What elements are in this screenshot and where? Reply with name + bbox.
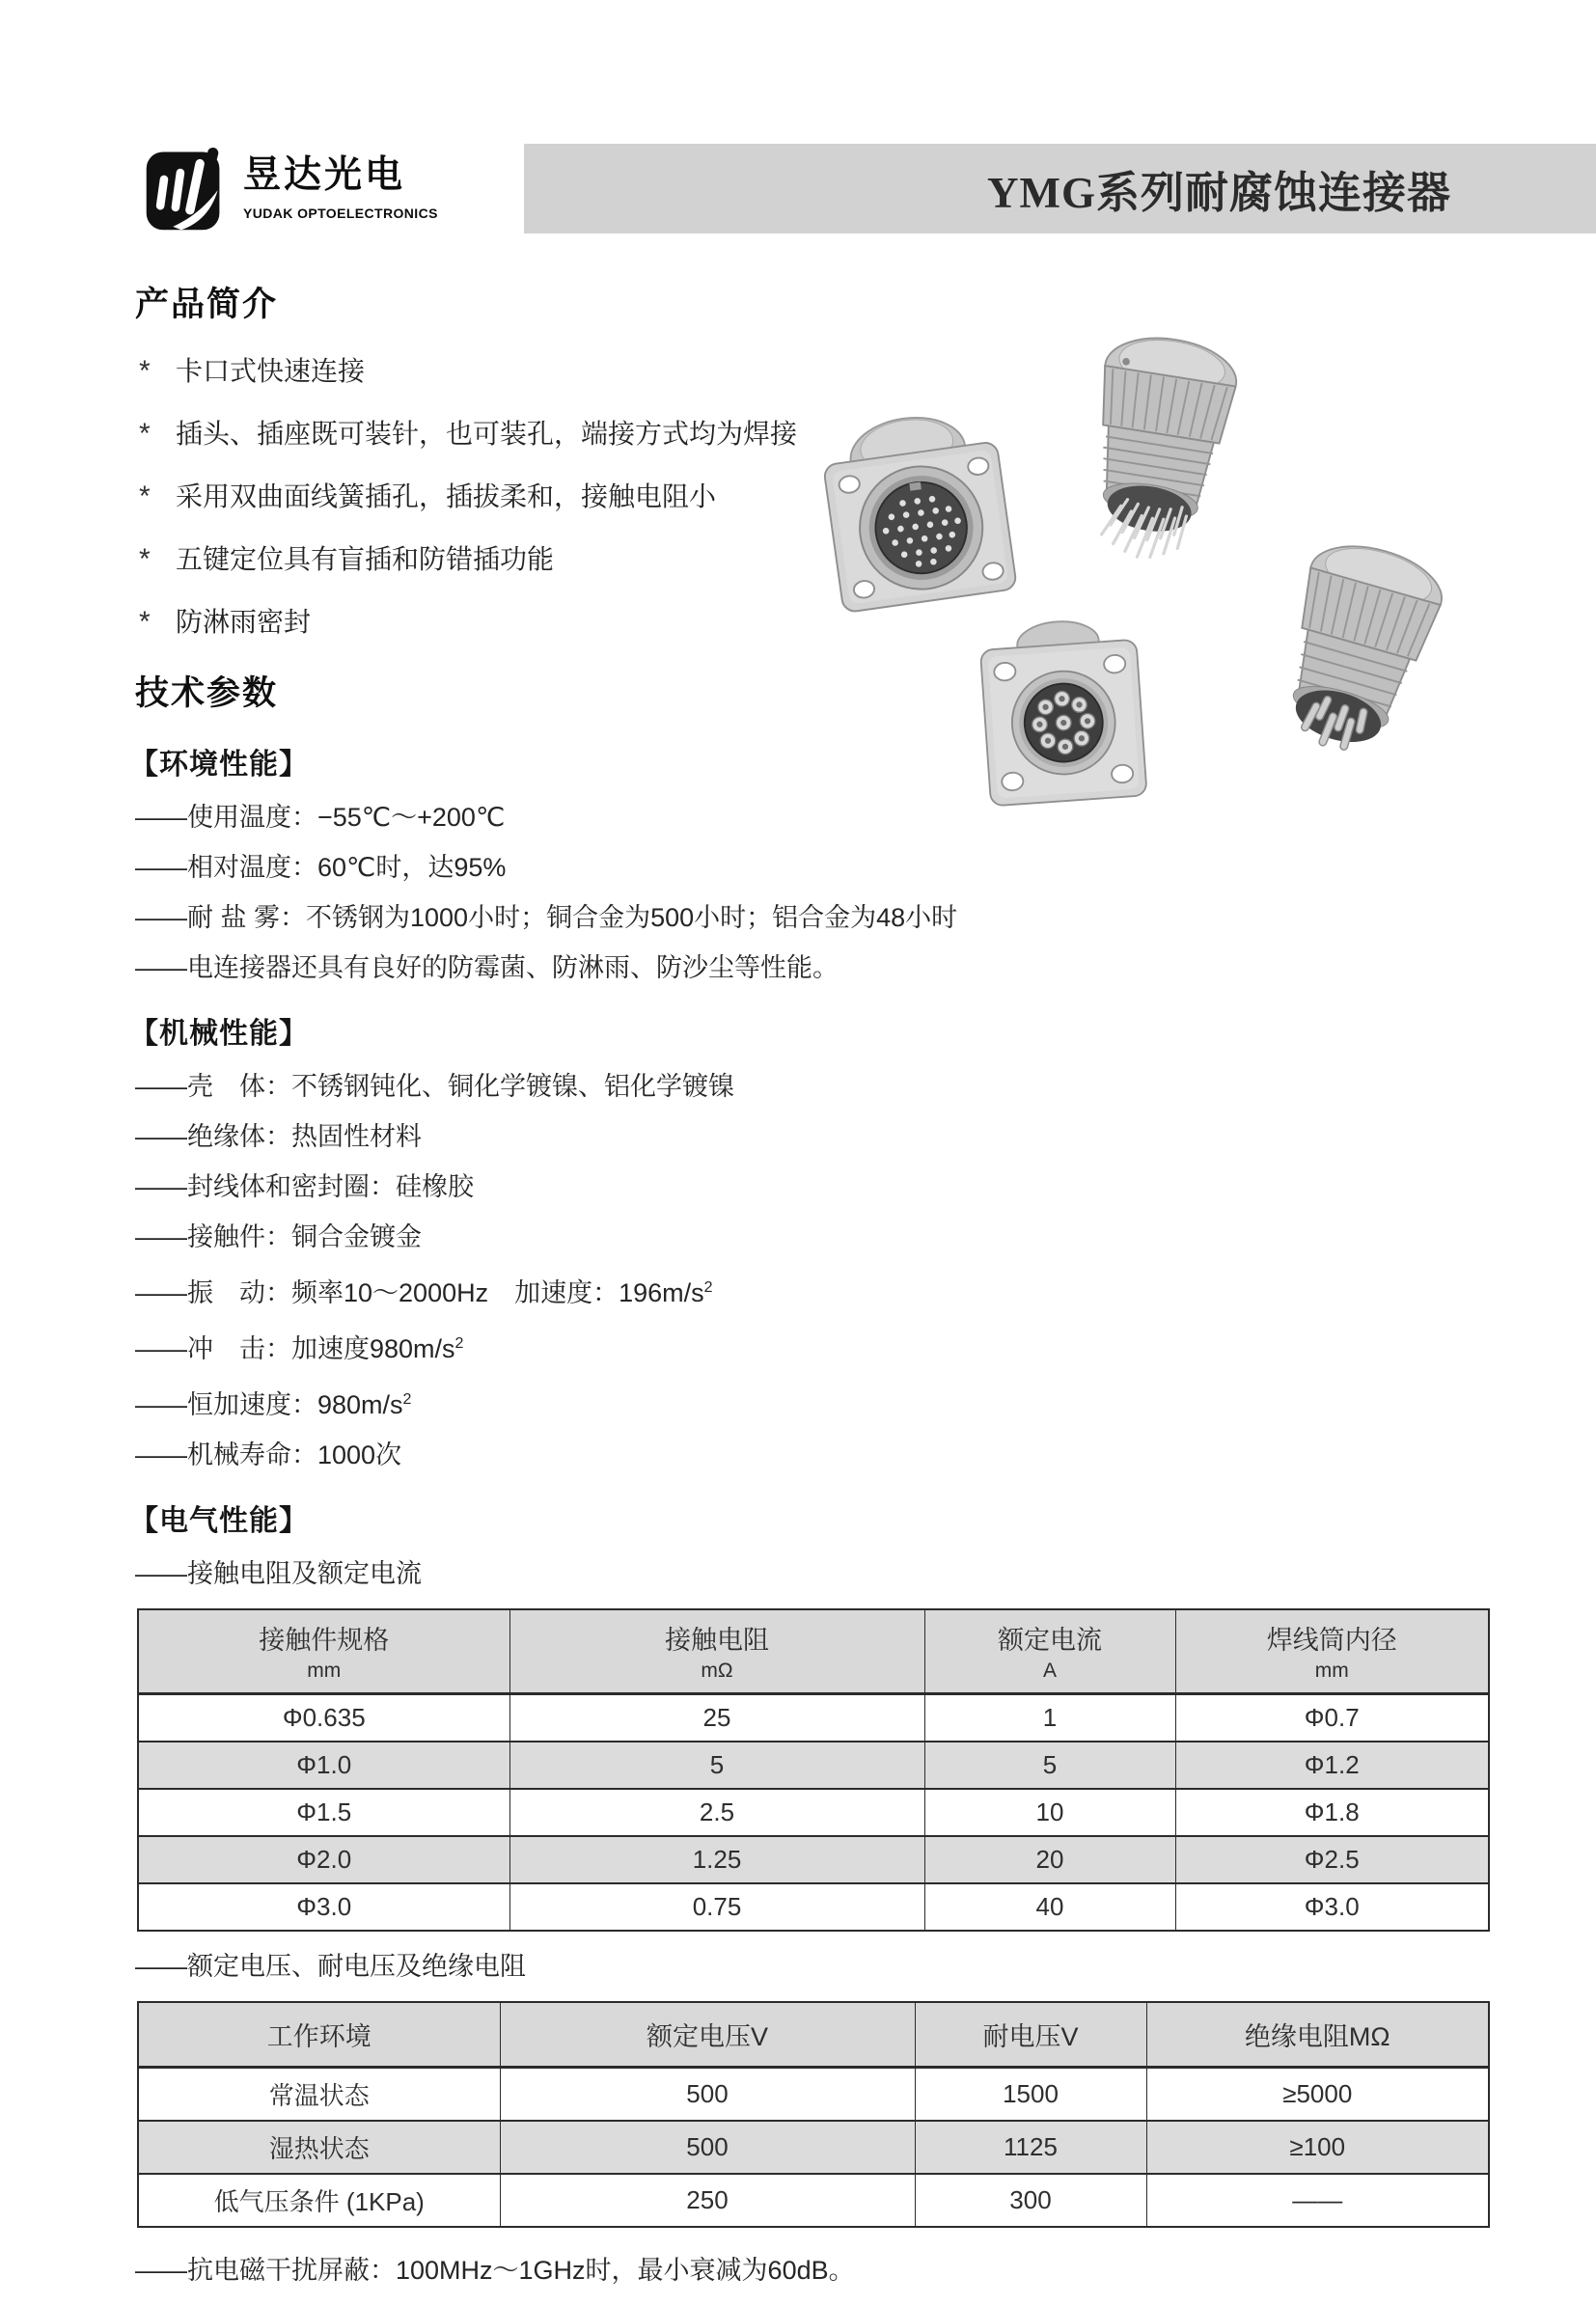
env-performance-title: 【环境性能】 — [129, 749, 309, 781]
document-title: YMG系列耐腐蚀连接器 — [987, 169, 1451, 217]
table-cell: 0.75 — [509, 1883, 924, 1931]
table-cell: 湿热状态 — [138, 2121, 500, 2174]
column-header: 耐电压V — [915, 2002, 1146, 2068]
spec-line — [135, 952, 1498, 984]
title-banner — [524, 144, 1596, 233]
tech-section-title: 技术参数 — [135, 674, 279, 712]
document-body — [129, 278, 1498, 2305]
spec-line — [135, 1272, 1498, 1309]
spec-text: ——封线体和密封圈：硅橡胶 — [135, 1172, 474, 1201]
table-cell: Φ1.8 — [1175, 1789, 1489, 1836]
spec-line — [135, 1328, 1498, 1365]
spec-line — [135, 802, 1498, 834]
intro-section-title: 产品简介 — [135, 286, 279, 323]
list-item — [139, 541, 1498, 577]
spec-line — [135, 852, 1498, 884]
spec-text: ——接触电阻及额定电流 — [135, 1559, 422, 1588]
table-cell: 1 — [924, 1694, 1175, 1742]
table-header-row — [138, 2002, 1489, 2068]
intro-bullet-list — [139, 353, 1498, 640]
table-cell: 500 — [500, 2068, 915, 2122]
table-cell: 40 — [924, 1883, 1175, 1931]
spec-text: ——抗电磁干扰屏蔽：100MHz～1GHz时，最小衰减为60dB。 — [135, 2256, 855, 2285]
bullet-marker: * — [139, 355, 151, 387]
logo-company-name: 昱达光电 — [243, 154, 406, 196]
spec-line — [135, 1951, 1498, 1983]
bullet-text: 卡口式快速连接 — [176, 356, 366, 386]
spec-line — [135, 1071, 1498, 1103]
table-cell: Φ0.635 — [138, 1694, 509, 1742]
table-row — [138, 1694, 1489, 1742]
spec-text: ——额定电压、耐电压及绝缘电阻 — [135, 1952, 526, 1981]
table-row — [138, 1883, 1489, 1931]
list-item — [139, 604, 1498, 640]
table-cell: 常温状态 — [138, 2068, 500, 2122]
table-cell: 20 — [924, 1836, 1175, 1883]
list-item — [139, 479, 1498, 514]
column-header: 接触电阻 mΩ — [509, 1609, 924, 1694]
table-cell: 5 — [924, 1742, 1175, 1789]
table-cell: 5 — [509, 1742, 924, 1789]
table-row — [138, 2121, 1489, 2174]
column-header: 工作环境 — [138, 2002, 500, 2068]
list-item — [139, 416, 1498, 452]
bullet-text: 插头、插座既可装针，也可装孔，端接方式均为焊接 — [176, 419, 798, 449]
superscript: 2 — [402, 1391, 412, 1408]
list-item — [139, 353, 1498, 389]
spec-line — [135, 1221, 1498, 1253]
table-cell: —— — [1146, 2174, 1489, 2227]
superscript: 2 — [454, 1335, 464, 1352]
table-row — [138, 1836, 1489, 1883]
spec-text: ——恒加速度：980m/s — [135, 1390, 403, 1419]
table-cell: Φ2.0 — [138, 1836, 509, 1883]
table-cell: 1.25 — [509, 1836, 924, 1883]
spec-text: ——接触件：铜合金镀金 — [135, 1222, 422, 1251]
spec-text: ——绝缘体：热固性材料 — [135, 1122, 422, 1151]
table-cell: Φ1.0 — [138, 1742, 509, 1789]
table-cell: Φ1.2 — [1175, 1742, 1489, 1789]
table-header-row — [138, 1609, 1489, 1694]
spec-text: ——电连接器还具有良好的防霉菌、防淋雨、防沙尘等性能。 — [135, 953, 839, 982]
elec-performance-title: 【电气性能】 — [129, 1505, 309, 1537]
column-header: 额定电流 A — [924, 1609, 1175, 1694]
table-cell: 2.5 — [509, 1789, 924, 1836]
table-cell: Φ3.0 — [138, 1883, 509, 1931]
column-header: 接触件规格 mm — [138, 1609, 509, 1694]
table-cell: 1500 — [915, 2068, 1146, 2122]
bullet-marker: * — [139, 606, 151, 638]
superscript: 2 — [703, 1279, 713, 1296]
spec-line — [135, 1558, 1498, 1590]
mech-performance-title: 【机械性能】 — [129, 1018, 309, 1050]
column-header: 绝缘电阻MΩ — [1146, 2002, 1489, 2068]
spec-line — [135, 2255, 1498, 2287]
voltage-insulation-table — [137, 2001, 1490, 2228]
spec-text: ——机械寿命：1000次 — [135, 1441, 402, 1469]
spec-line — [135, 1440, 1498, 1471]
table-row — [138, 2174, 1489, 2227]
logo-company-name-en: YUDAK OPTOELECTRONICS — [243, 206, 438, 221]
spec-line — [135, 1171, 1498, 1203]
contact-resistance-table — [137, 1608, 1490, 1932]
spec-text: ——冲 击：加速度980m/s — [135, 1334, 455, 1363]
yudak-logo-icon — [145, 147, 228, 233]
table-cell: Φ0.7 — [1175, 1694, 1489, 1742]
table-cell: 300 — [915, 2174, 1146, 2227]
table-cell: ≥100 — [1146, 2121, 1489, 2174]
spec-line — [135, 1384, 1498, 1421]
column-header: 焊线筒内径 mm — [1175, 1609, 1489, 1694]
table-cell: 500 — [500, 2121, 915, 2174]
column-header: 额定电压V — [500, 2002, 915, 2068]
spec-text: ——振 动：频率10～2000Hz 加速度：196m/s — [135, 1278, 704, 1307]
spec-text: ——耐 盐 雾：不锈钢为1000小时；铜合金为500小时；铝合金为48小时 — [135, 903, 958, 932]
bullet-text: 采用双曲面线簧插孔，插拔柔和，接触电阻小 — [176, 481, 717, 511]
bullet-marker: * — [139, 418, 151, 450]
bullet-text: 五键定位具有盲插和防错插功能 — [176, 544, 555, 574]
table-cell: 低气压条件 (1KPa) — [138, 2174, 500, 2227]
table-cell: 25 — [509, 1694, 924, 1742]
table-row — [138, 1789, 1489, 1836]
spec-line — [135, 1121, 1498, 1153]
spec-text: ——壳 体：不锈钢钝化、铜化学镀镍、铝化学镀镍 — [135, 1072, 734, 1101]
bullet-marker: * — [139, 480, 151, 512]
table-row — [138, 2068, 1489, 2122]
company-logo — [145, 147, 438, 233]
spec-text: ——使用温度：−55℃～+200℃ — [135, 803, 506, 832]
table-cell: ≥5000 — [1146, 2068, 1489, 2122]
table-cell: 10 — [924, 1789, 1175, 1836]
bullet-text: 防淋雨密封 — [176, 607, 312, 637]
table-row — [138, 1742, 1489, 1789]
spec-line — [135, 902, 1498, 934]
spec-text: ——相对温度：60℃时，达95% — [135, 853, 507, 882]
table-cell: 250 — [500, 2174, 915, 2227]
table-cell: Φ1.5 — [138, 1789, 509, 1836]
table-cell: Φ3.0 — [1175, 1883, 1489, 1931]
bullet-marker: * — [139, 543, 151, 575]
table-cell: 1125 — [915, 2121, 1146, 2174]
table-cell: Φ2.5 — [1175, 1836, 1489, 1883]
